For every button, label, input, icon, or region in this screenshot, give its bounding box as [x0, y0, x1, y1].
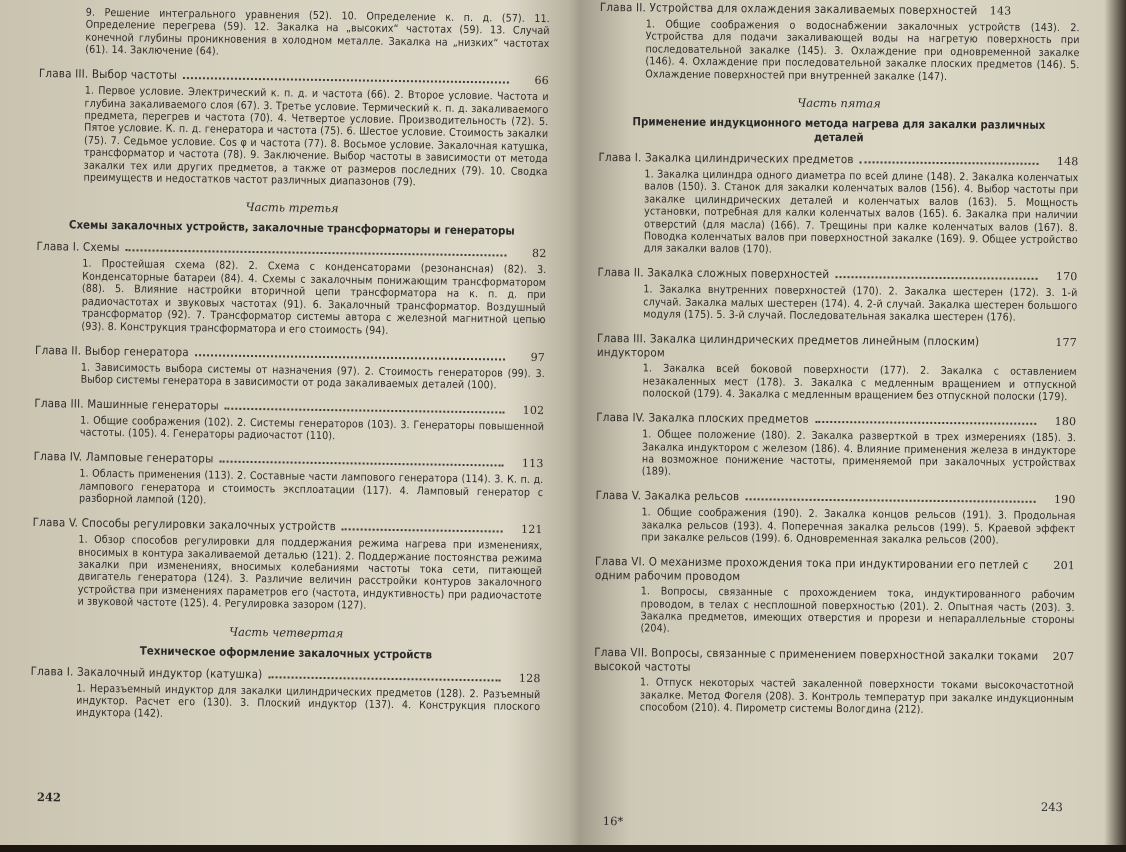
toc-entry — [596, 410, 1077, 482]
page-number: 180 — [1054, 415, 1077, 429]
page-number: 201 — [1053, 559, 1076, 573]
page-number: 177 — [1055, 336, 1078, 350]
page-number: 102 — [522, 403, 545, 417]
toc-entry — [594, 554, 1075, 639]
toc-entry — [33, 449, 544, 511]
page-number: 190 — [1053, 493, 1076, 507]
page-number: 113 — [521, 457, 544, 471]
leader-dots — [835, 276, 1037, 281]
part-label: Часть четвертая — [229, 624, 344, 640]
page-number: 82 — [532, 247, 547, 261]
toc-entry — [594, 645, 1075, 717]
chapter-title: Глава III. Выбор частоты — [38, 66, 178, 83]
chapter-heading — [597, 331, 1077, 363]
chapter-title: Глава V. Закалка рельсов — [595, 488, 740, 504]
leader-dots — [195, 353, 505, 360]
left-page — [28, 0, 550, 852]
chapter-title: Глава I. Схемы — [36, 239, 120, 255]
chapter-contents: 1. Общее положение (180). 2. Закалка разверткой в трех измерениях (185). 3. Закалка индуктором с железом (186). 4. Влияние применения железа в индукторе на возможное понижение частоты, применяемой при закалочных устройствах (189). — [641, 428, 1077, 478]
chapter-title: Глава IV. Закалка плоских предметов — [596, 410, 809, 426]
part-title: Схемы закалочных устройств, закалочные трансформаторы и генераторы — [68, 217, 515, 239]
chapter-heading — [599, 150, 1079, 169]
page-number: 148 — [1056, 155, 1079, 169]
chapter-heading — [600, 0, 1080, 19]
chapter-contents: 1. Вопросы, связанные с прохождением тока, индуктированного рабочим проводом, в телах с несплошной поверхностью (201). 2. Опытная часть (203). 3. Закалка предметов, имеющих отверстия и прорези и непараллельные стороны (204). — [640, 585, 1075, 635]
signature-mark: 16* — [602, 814, 624, 829]
chapter-contents: 1. Закалка цилиндра одного диаметра по всей длине (148). 2. Закалка коленчатых валов (150). 3. Станок для закалки коленчатых валов (156). 4. Выбор частоты при закалке цилиндрических деталей и коленчатых валов (163). 5. Мощность установки, потребная для калки коленчатых валов (165). 6. Закалка при наличии отверстий (для масла) (166). 7. Трещины при калке коленчатых валов (167). 8. Поводка коленчатых валов при поверхностной закалке (169). 9. Общее устройство для закалки валов (170). — [643, 168, 1079, 256]
chapter-title: Глава IV. Ламповые генераторы — [33, 449, 214, 466]
chapter-title: Глава I. Закалка цилиндрических предметов — [598, 150, 854, 167]
chapter-heading — [596, 488, 1076, 507]
toc-entry — [37, 66, 549, 190]
page-number: 128 — [518, 671, 541, 685]
leader-dots — [815, 420, 1037, 425]
toc-entry — [597, 265, 1077, 324]
chapter-contents: 1. Простейшая схема (82). 2. Схема с конденсаторами (резонансная) (82). 3. Конденсаторные батареи (84). 4. Схемы с закалочным понижающим трансформатором (88). 5. Влияние настройки вторичной цепи трансформатора на к. п. д. при радиочастотах и звуковых частотах (91). 6. Закалочный трансформатор. Воздушный трансформатор (92). 7. Трансформатор системы автора с железной магнитной цепью (93). 8. Конструкция трансформатора и его стоимость (94). — [81, 258, 547, 337]
part-title: Применение индукционного метода нагрева для закалки различных деталей — [632, 114, 1046, 145]
leader-dots — [219, 460, 503, 467]
leader-dots — [126, 249, 507, 257]
page-number: 143 — [989, 4, 1012, 18]
chapter-contents: 1. Зависимость выбора системы от назначения (97). 2. Стоимость генераторов (99). 3. Выбор системы генератора в зависимости от рода закаливаемых деталей (100). — [80, 361, 545, 392]
chapter-title: Глава II. Закалка сложных поверхностей — [597, 265, 830, 282]
chapter-title: Глава I. Закалочный индуктор (катушка) — [30, 663, 263, 681]
chapter-contents: 1. Общие соображения (190). 2. Закалка концов рельсов (191). 3. Продольная закалка рельсов (193). 4. Поперечная закалка рельсов (199). 5. Краевой эффект при закалке рельсов (199). 6. Одновременная закалка рельсов (200). — [641, 506, 1076, 547]
page-number: 121 — [520, 522, 543, 537]
chapter-title: Глава V. Способы регулировки закалочных устройств — [32, 515, 337, 534]
toc-entry — [596, 331, 1077, 403]
chapter-contents: 1. Отпуск некоторых частей закаленной поверхности токами высокочастотной закалке. Метод Фогеля (208). 3. Контроль температур при закалке индукционным способом (210). 4. Пирометр системы Вологдина (212). — [639, 676, 1075, 717]
chapter-title: Глава VII. Вопросы, связанные с применением поверхностной закалки токами высокой частоты — [594, 645, 1039, 675]
part-label: Часть третья — [245, 200, 339, 216]
chapter-title: Глава II. Устройства для охлаждения закаливаемых поверхностей — [599, 0, 978, 18]
part-label: Часть пятая — [797, 95, 881, 111]
leader-dots — [745, 498, 1035, 504]
chapter-contents: 1. Первое условие. Электрический к. п. д. и частота (66). 2. Второе условие. Частота и глубина закаливаемого слоя (67). 3. Третье условие. Термический к. п. д. закаливаемого предмета, перегрев и частота (70). 4. Четвертое условие. Производительность (72). 5. Пятое условие. К. п. д. генератора и частота (75). 6. Шестое условие. Стоимость закалки (75). 7. Седьмое условие. Cos φ и частота (77). 8. Восьмое условие. Закалочная катушка, трансформатор и частота (78). 9. Заключение. Выбор частоты в зависимости от метода закалки тех или других предметов, а также от размеров последних (79). 10. Сводка преимуществ и недостатков частот различных диапазонов (79). — [83, 84, 549, 189]
chapter-contents: 1. Закалка внутренних поверхностей (170). 2. Закалка шестерен (172). 3. 1-й случай. Закалка малых шестерен (174). 4. 2-й случай. Закалка шестерен большого модуля (175). 5. 3-й случай. Последовательная закалка шестерен (176). — [643, 283, 1078, 324]
page-folio: 243 — [1040, 799, 1063, 815]
chapter-contents: 1. Область применения (113). 2. Составные части лампового генератора (114). 3. К. п. д. лампового генератора и стоимость эксплоатации (117). 4. Ламповый генератор с разборной лампой (120). — [78, 467, 544, 507]
chapter-contents: 1. Неразъемный индуктор для закалки цилиндрических предметов (128). 2. Разъемный индуктор. Расчет его (130). 3. Плоский индуктор (137). 4. Конструкция плоского индуктора (142). — [75, 682, 541, 721]
chapter-heading — [594, 645, 1074, 677]
chapter-title: Глава III. Машинные генераторы — [34, 395, 219, 413]
chapter-heading — [598, 265, 1078, 284]
toc-entry — [35, 342, 546, 392]
toc-entry — [598, 150, 1079, 259]
page-number: 97 — [530, 350, 546, 364]
toc-entry — [32, 515, 543, 615]
right-page — [593, 0, 1080, 843]
leader-dots — [183, 76, 509, 84]
intro-text: 9. Решение интегрального уравнения (52). 10. Определение к. п. д. (57). 11. Определение перегрева (59). 12. Закалка на „высоких“ частотах (59). 13. Случай конечной глубины проникновения в холодном металле. Закалка на „низких“ частотах (61). 14. Заключение (64). — [85, 6, 550, 58]
toc-entry — [34, 396, 545, 446]
chapter-contents: 1. Обзор способов регулировки для поддержания режима нагрева при изменениях, вносимых в контура закаливаемой деталью (121). 2. Поддержание постоянства режима закалки при изменениях, вносимых колебаниями частоты тока сети, питающей двигатель генератора (124). 3. Различие величин расстройки контуров закалочного устройства при изменениях параметров его (частота, индуктивность) при радиочастоте и звуковой частоте (125). 4. Регулировка зазором (127). — [77, 533, 543, 612]
toc-entry — [35, 239, 546, 339]
leader-dots — [342, 527, 503, 532]
page-number: 66 — [534, 74, 550, 88]
toc-entry — [30, 663, 541, 725]
leader-dots — [860, 160, 1039, 165]
chapter-heading — [596, 410, 1076, 429]
chapter-title: Глава VI. О механизме прохождения тока при индуктировании его петлей с одним рабочим проводом — [594, 554, 1029, 584]
chapter-title: Глава III. Закалка цилиндрических предметов линейным (плоским) индуктором — [596, 331, 980, 360]
chapter-heading — [595, 554, 1075, 586]
page-folio: 242 — [36, 790, 61, 805]
leader-dots — [268, 675, 500, 681]
toc-entry — [599, 0, 1080, 84]
chapter-contents: 1. Закалка всей боковой поверхности (177). 2. Закалка с оставлением незакаленных мест (178). 3. Закалка с медленным вращением и отпускной полоской (179). 4. Закалка с медленным вращением без отпускной полоски (179). — [642, 362, 1077, 404]
chapter-title: Глава II. Выбор генератора — [35, 342, 189, 359]
page-number: 170 — [1055, 270, 1078, 284]
page-number: 207 — [1052, 650, 1075, 664]
chapter-contents: 1. Общие соображения о водоснабжении закалочных устройств (143). 2. Устройства для подачи закаливающей воды на нагретую поверхность при последовательной закалке (145). 3. Охлаждение при одновременной закалке (146). 4. Охлаждение при последовательной закалке плоских предметов (146). 5. Охлаждение поверхностей при внутренней закалке (147). — [645, 18, 1080, 83]
leader-dots — [225, 407, 505, 414]
chapter-contents: 1. Общие соображения (102). 2. Системы генераторов (103). 3. Генераторы повышенной частоты. (105). 4. Генераторы радиочастот (110). — [79, 414, 545, 443]
toc-entry — [595, 488, 1075, 547]
part-title: Техническое оформление закалочных устройств — [139, 643, 433, 662]
